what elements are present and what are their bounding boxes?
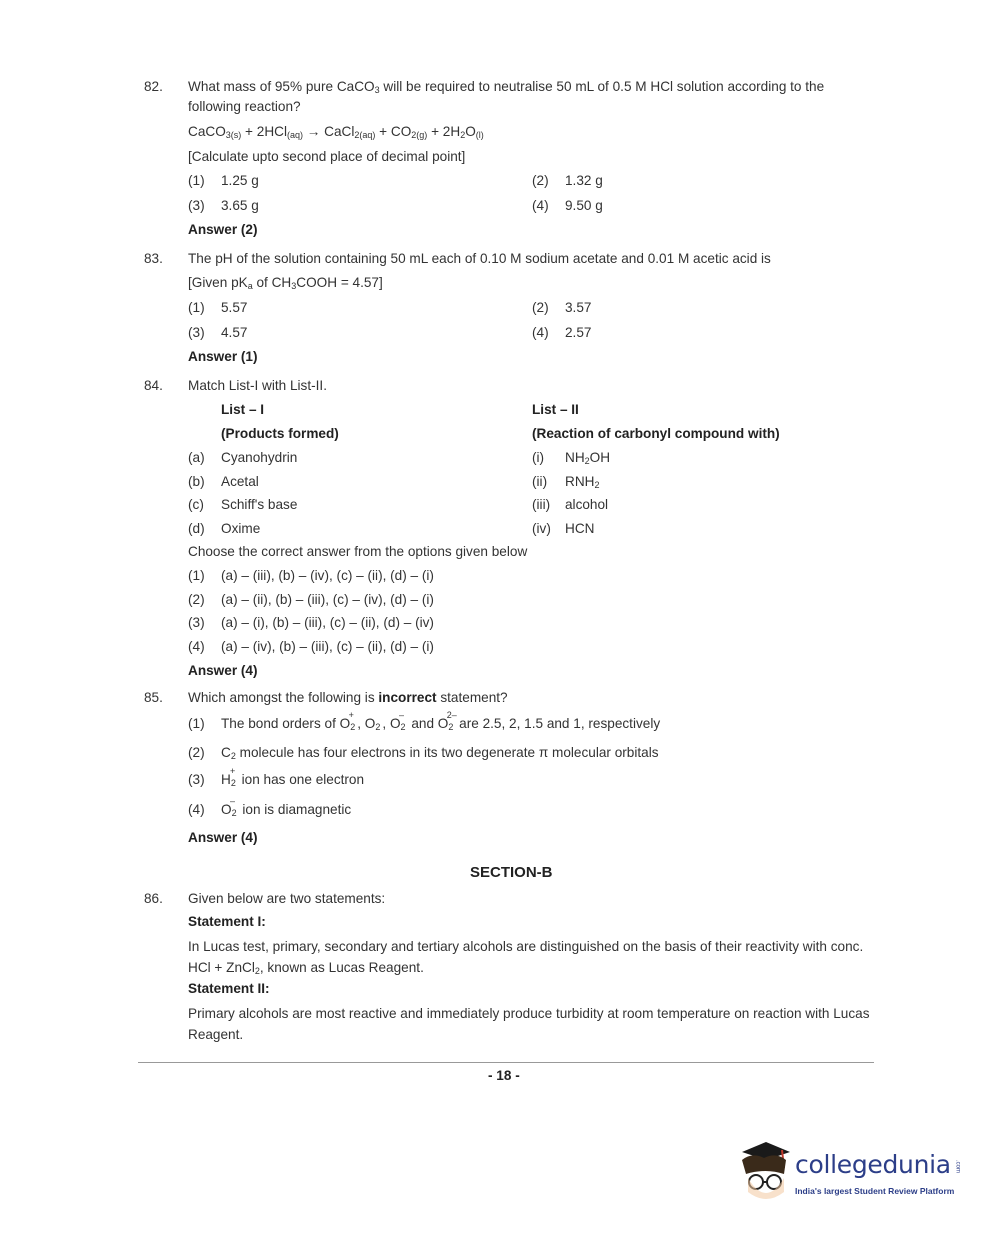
- brand-logo-com: .com: [954, 1160, 961, 1174]
- brand-tagline: India's largest Student Review Platform: [795, 1186, 955, 1196]
- question-given: [Given $pK_a$ of $CH_3COOH = 4.57$]: [188, 275, 383, 291]
- question-text: Which amongst the following is incorrect statement?: [188, 690, 508, 705]
- option: (2) 3.57: [532, 300, 592, 315]
- answer: Answer (4): [188, 663, 258, 678]
- list1-item: (a) Cyanohydrin: [188, 450, 298, 465]
- question-text-cont: following reaction?: [188, 99, 301, 114]
- choose-instruction: Choose the correct answer from the options given below: [188, 544, 528, 559]
- answer: Answer (4): [188, 830, 258, 845]
- option: (3) (a) – (i), (b) – (iii), (c) – (ii), (d) – (iv): [188, 615, 434, 630]
- question-text: What mass of 95% pure CaCO$_3$ will be required to neutralise 50 mL of 0.5 M HCl solution according to the: [188, 79, 825, 95]
- question-number: 85.: [144, 690, 163, 705]
- list1-item: (c) Schiff's base: [188, 497, 298, 512]
- footer-divider: [138, 1062, 874, 1063]
- question-number: 84.: [144, 378, 163, 393]
- option: (1) 5.57: [188, 300, 248, 315]
- option: (1) The bond orders of O + 2 , O2 , O – 2 and O 2– 2 are 2.5, 2, 1.5 and 1, respectively: [188, 710, 661, 732]
- option: (4) O – 2 ion is diamagnetic: [188, 796, 352, 818]
- question-note: [Calculate upto second place of decimal point]: [188, 149, 466, 164]
- statement-2-text: Primary alcohols are most reactive and immediately produce turbidity at room temperature on reaction with Lucas Reagent.: [188, 1006, 870, 1042]
- option: (4) 9.50 g: [532, 198, 603, 213]
- answer: Answer (2): [188, 222, 258, 237]
- question-number: 83.: [144, 251, 163, 266]
- brand-logo-text: collegedunia: [795, 1150, 951, 1179]
- option: (2) $C_2$ molecule has four electrons in its two degenerate π molecular orbitals: [188, 745, 659, 761]
- list1-subheading: (Products formed): [221, 426, 339, 441]
- option: (1) (a) – (iii), (b) – (iv), (c) – (ii), (d) – (i): [188, 568, 434, 583]
- list2-item: (ii) $RNH_2$: [532, 474, 600, 490]
- question-intro: Given below are two statements:: [188, 891, 386, 906]
- list2-item: (iii) alcohol: [532, 497, 609, 512]
- option: (4) (a) – (iv), (b) – (iii), (c) – (ii), (d) – (i): [188, 639, 434, 654]
- list1-item: (d) Oxime: [188, 521, 261, 536]
- option: (4) 2.57: [532, 325, 592, 340]
- list2-heading: List – II: [532, 402, 579, 417]
- statement-1-text: In Lucas test, primary, secondary and tertiary alcohols are distinguished on the basis of their reactivity with conc. HCl + ZnCl$_2$, known as Lucas Reagent.: [188, 939, 864, 976]
- statement-1-heading: Statement I:: [188, 914, 266, 929]
- chemical-equation: CaCO$_{3(s)}$ + 2HCl$_{(aq)}$ → CaCl$_{2(aq)}$ + $CO_{2(g)} + 2H_2O_{(l)}$: [188, 124, 484, 140]
- option: (3) 3.65 g: [188, 198, 259, 213]
- list2-item: (iv) HCN: [532, 521, 595, 536]
- page-number: - 18 -: [488, 1068, 520, 1083]
- list2-subheading: (Reaction of carbonyl compound with): [532, 426, 780, 441]
- option: (2) (a) – (ii), (b) – (iii), (c) – (iv), (d) – (i): [188, 592, 434, 607]
- option: (3) 4.57: [188, 325, 248, 340]
- option: (2) 1.32 g: [532, 173, 603, 188]
- question-number: 82.: [144, 79, 163, 94]
- question-text: Match List-I with List-II.: [188, 378, 327, 393]
- list1-item: (b) Acetal: [188, 474, 259, 489]
- list1-heading: List – I: [221, 402, 265, 417]
- option: (3) H + 2 ion has one electron: [188, 766, 365, 788]
- list2-item: (i) $NH_2OH$: [532, 450, 611, 466]
- section-heading: SECTION-B: [470, 864, 553, 881]
- answer: Answer (1): [188, 349, 258, 364]
- question-number: 86.: [144, 891, 163, 906]
- statement-2-heading: Statement II:: [188, 981, 270, 996]
- option: (1) 1.25 g: [188, 173, 259, 188]
- question-text: The pH of the solution containing 50 mL each of 0.10 M sodium acetate and 0.01 M acetic acid is: [188, 251, 771, 266]
